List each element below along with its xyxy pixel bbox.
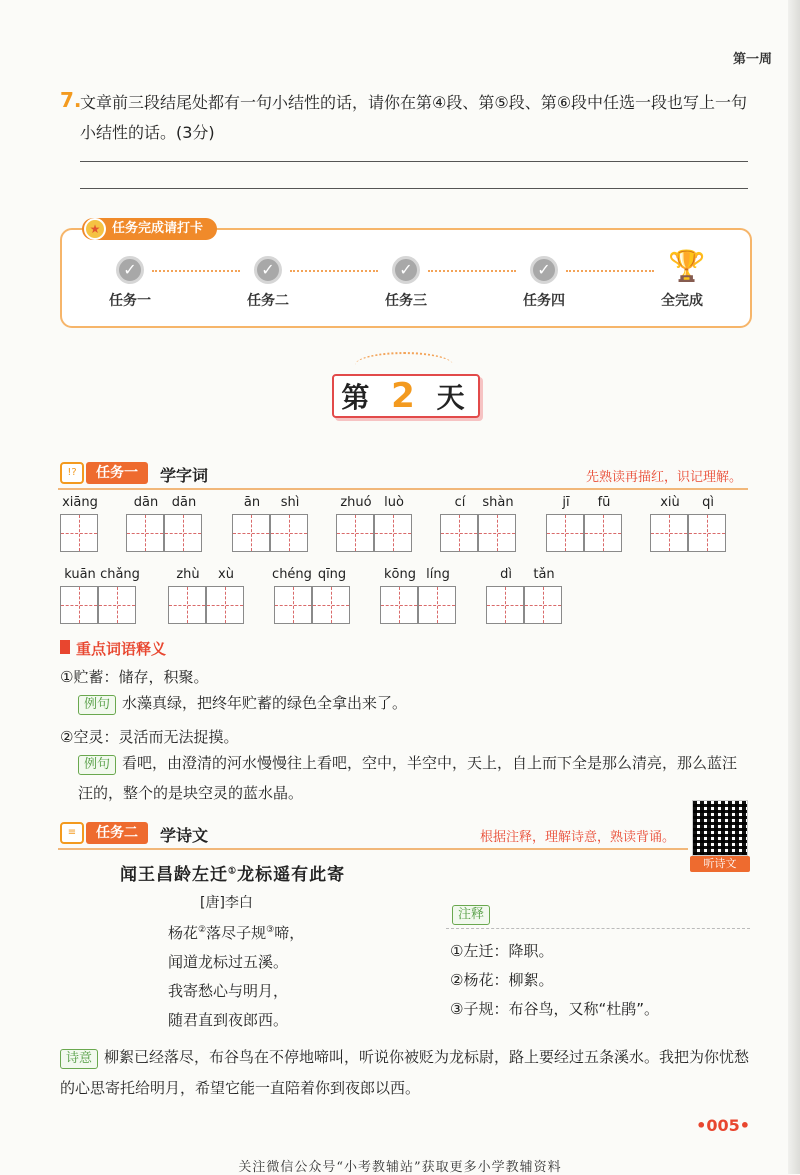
answer-line-2[interactable] [80, 188, 748, 189]
day-title: 第 2 天 [332, 374, 480, 418]
writing-cell[interactable] [650, 514, 688, 552]
keyword-example: 例句 看吧，由澄清的河水慢慢往上看吧，空中，半空中，天上，自上而下全是那么清亮，那么蓝汪汪的，整个的是块空灵的蓝水晶。 [78, 754, 738, 802]
poem-line: 杨花②落尽子规③啼， [168, 924, 305, 942]
lightbulb-icon: !? [60, 462, 84, 484]
keyword-example: 例句 水藻真绿，把终年贮蓄的绿色全拿出来了。 [78, 688, 748, 718]
task2-title: 学诗文 [160, 826, 209, 845]
writing-cell[interactable] [60, 514, 98, 552]
pinyin: shàn [482, 495, 514, 510]
writing-cell[interactable] [440, 514, 478, 552]
writing-cell[interactable] [688, 514, 726, 552]
progress-dots [290, 270, 378, 272]
writing-cell[interactable] [478, 514, 516, 552]
checkmark-icon-1[interactable]: ✓ [116, 256, 144, 284]
note-item: ①左迁：降职。 [450, 942, 554, 960]
pinyin: luò [384, 495, 404, 510]
writing-cell[interactable] [418, 586, 456, 624]
pinyin: tǎn [533, 567, 555, 582]
writing-cell[interactable] [374, 514, 412, 552]
week-label: 第一周 [732, 52, 772, 67]
task2-tip: 根据注释，理解诗意，熟读背诵。 [480, 830, 676, 845]
pinyin: cí [454, 495, 466, 510]
poem-line: 随君直到夜郎西。 [168, 1011, 289, 1029]
listen-label[interactable]: 听诗文 [690, 856, 750, 872]
question-text: 文章前三段结尾处都有一句小结性的话，请你在第④段、第⑤段、第⑥段中任选一段也写上一句小结性的话。(3分) [80, 93, 748, 142]
task1-tag: 任务一 [86, 462, 148, 484]
pinyin: kuān [64, 567, 96, 582]
book-icon [60, 640, 70, 654]
pinyin: zhù [176, 567, 200, 582]
step-label: 任务三 [385, 293, 427, 309]
pinyin: dān [133, 495, 159, 510]
writing-cell[interactable] [126, 514, 164, 552]
progress-dots [566, 270, 654, 272]
checkmark-icon-2[interactable]: ✓ [254, 256, 282, 284]
writing-cell[interactable] [486, 586, 524, 624]
pinyin: líng [426, 567, 450, 582]
question-number: 7. [60, 88, 82, 112]
medal-icon: ★ [84, 218, 106, 240]
writing-cell[interactable] [232, 514, 270, 552]
notes-divider [446, 928, 750, 929]
writing-cell[interactable] [546, 514, 584, 552]
note-item: ②杨花：柳絮。 [450, 971, 554, 989]
writing-cell[interactable] [274, 586, 312, 624]
trophy-icon[interactable]: 🏆 [668, 249, 706, 284]
writing-cell[interactable] [168, 586, 206, 624]
step-label: 任务一 [109, 293, 151, 309]
page-number: •005• [696, 1116, 750, 1135]
task1-tip: 先熟读再描红，识记理解。 [586, 470, 743, 485]
writing-cell[interactable] [164, 514, 202, 552]
writing-cell[interactable] [524, 586, 562, 624]
pinyin: jī [562, 495, 570, 510]
pinyin: fū [597, 495, 611, 510]
pinyin: qì [702, 495, 714, 510]
writing-cell[interactable] [270, 514, 308, 552]
step-label: 全完成 [661, 293, 703, 309]
writing-cell[interactable] [206, 586, 244, 624]
pinyin: dān [171, 495, 197, 510]
pinyin: kōng [384, 567, 416, 582]
task1-title: 学字词 [160, 466, 209, 485]
step-label: 任务二 [247, 293, 289, 309]
progress-dots [152, 270, 240, 272]
footer-note: 关注微信公众号“小考教辅站”获取更多小学教辅资料 [238, 1160, 562, 1175]
poem-line: 闻道龙标过五溪。 [168, 953, 289, 971]
example-tag: 例句 [78, 695, 116, 715]
poem-meaning: 诗意 柳絮已经落尽，布谷鸟在不停地啼叫，听说你被贬为龙标尉，路上要经过五条溪水。我把为你忧愁的心思寄托给明月，希望它能一直陪着你到夜郎以西。 [60, 1048, 750, 1097]
checkin-badge: 任务完成请打卡 [82, 218, 217, 240]
writing-cell[interactable] [312, 586, 350, 624]
writing-cell[interactable] [380, 586, 418, 624]
note-item: ③子规：布谷鸟，又称“杜鹃”。 [450, 1000, 659, 1018]
checkmark-icon-4[interactable]: ✓ [530, 256, 558, 284]
pinyin: shì [280, 495, 300, 510]
pinyin: dì [500, 567, 512, 582]
poem-title: 闻王昌龄左迁①龙标遥有此寄 [120, 865, 346, 885]
task2-tag: 任务二 [86, 822, 148, 844]
pinyin: zhuó [340, 495, 372, 510]
example-tag: 例句 [78, 755, 116, 775]
meaning-tag: 诗意 [60, 1049, 98, 1069]
pinyin: xù [218, 567, 234, 582]
writing-cell[interactable] [98, 586, 136, 624]
checkmark-icon-3[interactable]: ✓ [392, 256, 420, 284]
qr-code-icon[interactable] [692, 800, 748, 856]
answer-line-1[interactable] [80, 161, 748, 162]
pinyin: qīng [317, 567, 347, 582]
keywords-heading: 重点词语释义 [76, 640, 167, 658]
notes-tag: 注释 [452, 905, 490, 925]
poem-author: [唐]李白 [200, 895, 253, 911]
writing-cell[interactable] [584, 514, 622, 552]
notebook-icon: ≡ [60, 822, 84, 844]
keyword-term: ②空灵：灵活而无法捉摸。 [60, 728, 239, 746]
pinyin: chéng [272, 567, 312, 582]
pinyin: xiù [660, 495, 680, 510]
page-crease [788, 0, 800, 1174]
progress-dots [428, 270, 516, 272]
writing-cell[interactable] [336, 514, 374, 552]
pinyin: chǎng [100, 567, 140, 582]
pinyin: xiāng [62, 495, 98, 510]
step-label: 任务四 [523, 293, 565, 309]
keyword-term: ①贮蓄：储存，积聚。 [60, 668, 209, 686]
poem-line: 我寄愁心与明月， [168, 982, 289, 1000]
writing-cell[interactable] [60, 586, 98, 624]
pinyin: ān [243, 495, 261, 510]
